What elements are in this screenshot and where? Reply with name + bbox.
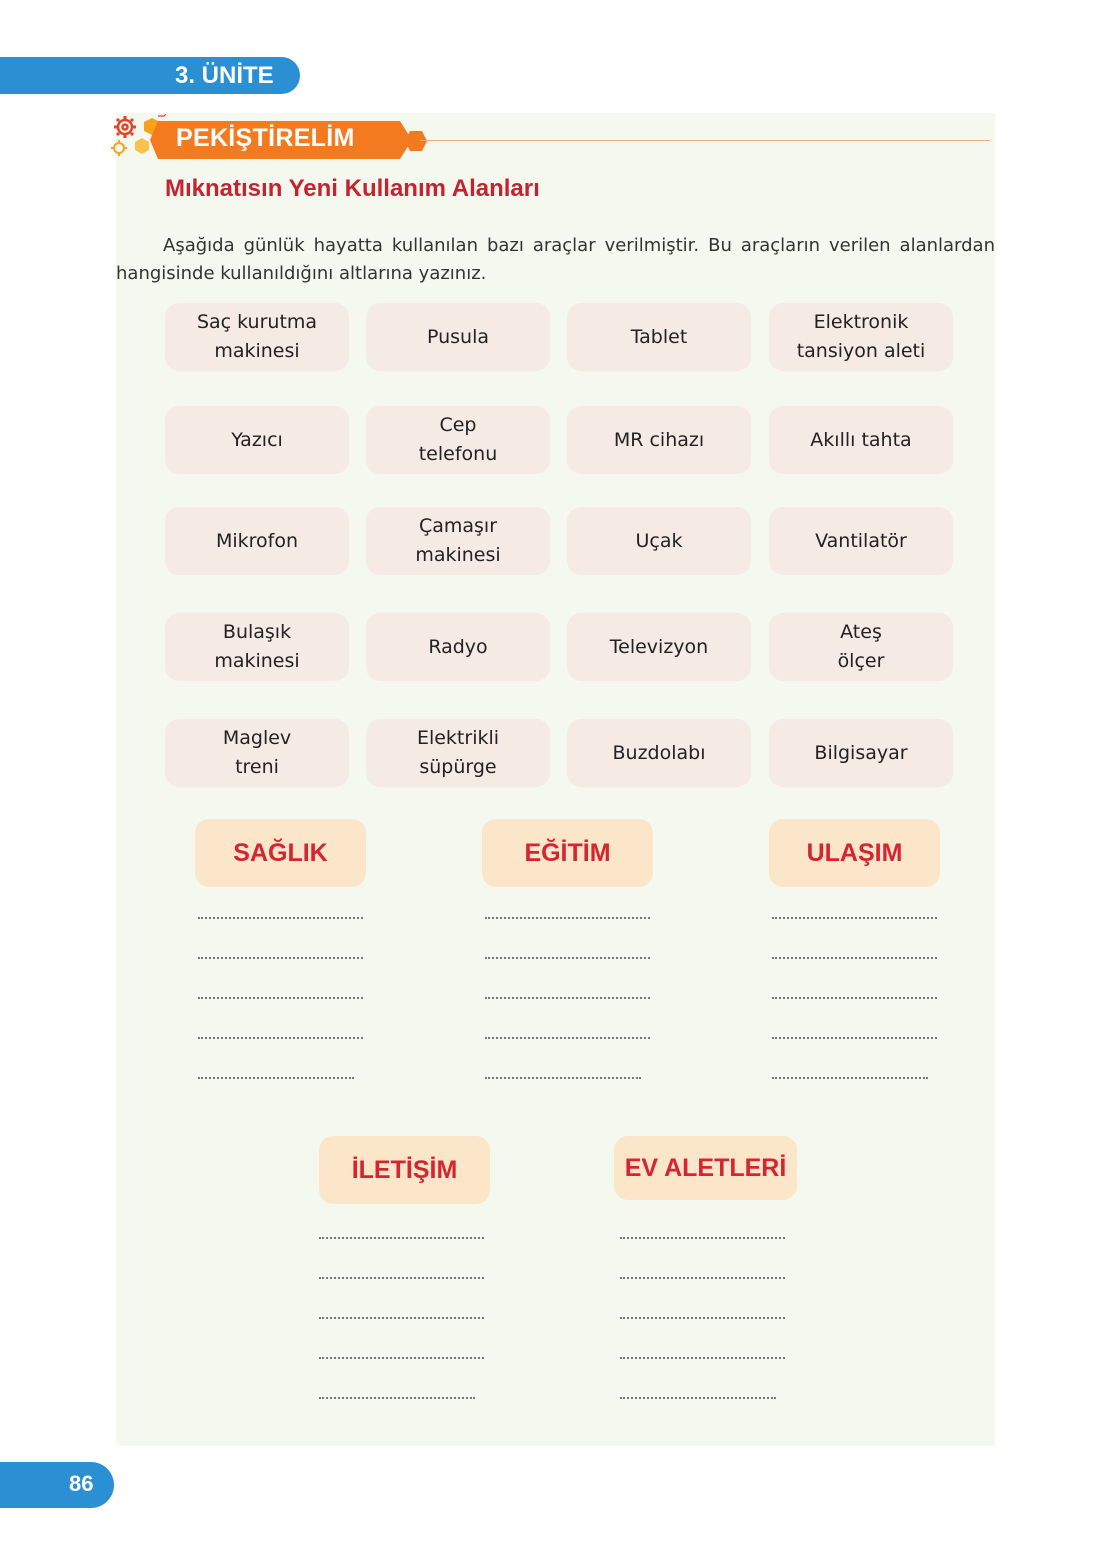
- answer-line[interactable]: [620, 1317, 785, 1321]
- tool-card: Elektronik tansiyon aleti: [769, 303, 953, 371]
- answer-line[interactable]: [198, 997, 363, 1001]
- answer-line[interactable]: [485, 1077, 641, 1081]
- answer-line[interactable]: [772, 1037, 937, 1041]
- answer-line[interactable]: [485, 917, 650, 921]
- answer-line[interactable]: [772, 997, 937, 1001]
- tool-card: Televizyon: [567, 613, 751, 681]
- answer-line[interactable]: [198, 957, 363, 961]
- answer-line[interactable]: [620, 1237, 785, 1241]
- answer-line[interactable]: [198, 1077, 354, 1081]
- answer-line[interactable]: [772, 1077, 928, 1081]
- answer-line[interactable]: [485, 957, 650, 961]
- tool-card: Vantilatör: [769, 507, 953, 575]
- category-egitim: EĞİTİM: [482, 819, 653, 887]
- tool-card: Çamaşır makinesi: [366, 507, 550, 575]
- answer-line[interactable]: [485, 997, 650, 1001]
- tool-card: Uçak: [567, 507, 751, 575]
- tool-card: Pusula: [366, 303, 550, 371]
- section-title: PEKİŞTİRELİM: [176, 124, 355, 152]
- category-iletisim: İLETİŞİM: [319, 1136, 490, 1204]
- answer-line[interactable]: [485, 1037, 650, 1041]
- instruction-text: Aşağıda günlük hayatta kullanılan bazı araçlar verilmiştir. Bu araçların verilen alanlardan hangisinde kullanıldığını altlarına yazınız.: [116, 235, 995, 284]
- answer-line[interactable]: [319, 1237, 484, 1241]
- answer-line[interactable]: [620, 1277, 785, 1281]
- tool-card: Saç kurutma makinesi: [165, 303, 349, 371]
- page-number: 86: [69, 1471, 94, 1496]
- tool-card: Ateş ölçer: [769, 613, 953, 681]
- tool-card: Radyo: [366, 613, 550, 681]
- tool-card: Mikrofon: [165, 507, 349, 575]
- category-saglik: SAĞLIK: [195, 819, 366, 887]
- tool-card: Bulaşık makinesi: [165, 613, 349, 681]
- answer-line[interactable]: [198, 1037, 363, 1041]
- tool-card: Bilgisayar: [769, 719, 953, 787]
- banner-divider: [420, 140, 990, 141]
- tool-card: Yazıcı: [165, 406, 349, 474]
- category-ulasim: ULAŞIM: [769, 819, 940, 887]
- tool-card: Maglev treni: [165, 719, 349, 787]
- unit-tab: [0, 57, 300, 94]
- answer-line[interactable]: [772, 917, 937, 921]
- tool-card: Buzdolabı: [567, 719, 751, 787]
- tool-card: Elektrikli süpürge: [366, 719, 550, 787]
- worksheet-title: Mıknatısın Yeni Kullanım Alanları: [165, 175, 540, 202]
- hexagon-icon: [404, 130, 428, 152]
- answer-line[interactable]: [198, 917, 363, 921]
- answer-line[interactable]: [620, 1397, 776, 1401]
- category-ev-aletleri: EV ALETLERİ: [614, 1136, 797, 1200]
- answer-line[interactable]: [772, 957, 937, 961]
- tool-card: Tablet: [567, 303, 751, 371]
- tool-card: MR cihazı: [567, 406, 751, 474]
- answer-line[interactable]: [319, 1397, 475, 1401]
- tool-card: Cep telefonu: [366, 406, 550, 474]
- page-number-tab: [0, 1462, 114, 1508]
- answer-line[interactable]: [620, 1357, 785, 1361]
- answer-line[interactable]: [319, 1357, 484, 1361]
- unit-label: 3. ÜNİTE: [175, 62, 274, 89]
- answer-line[interactable]: [319, 1317, 484, 1321]
- tool-card: Akıllı tahta: [769, 406, 953, 474]
- answer-line[interactable]: [319, 1277, 484, 1281]
